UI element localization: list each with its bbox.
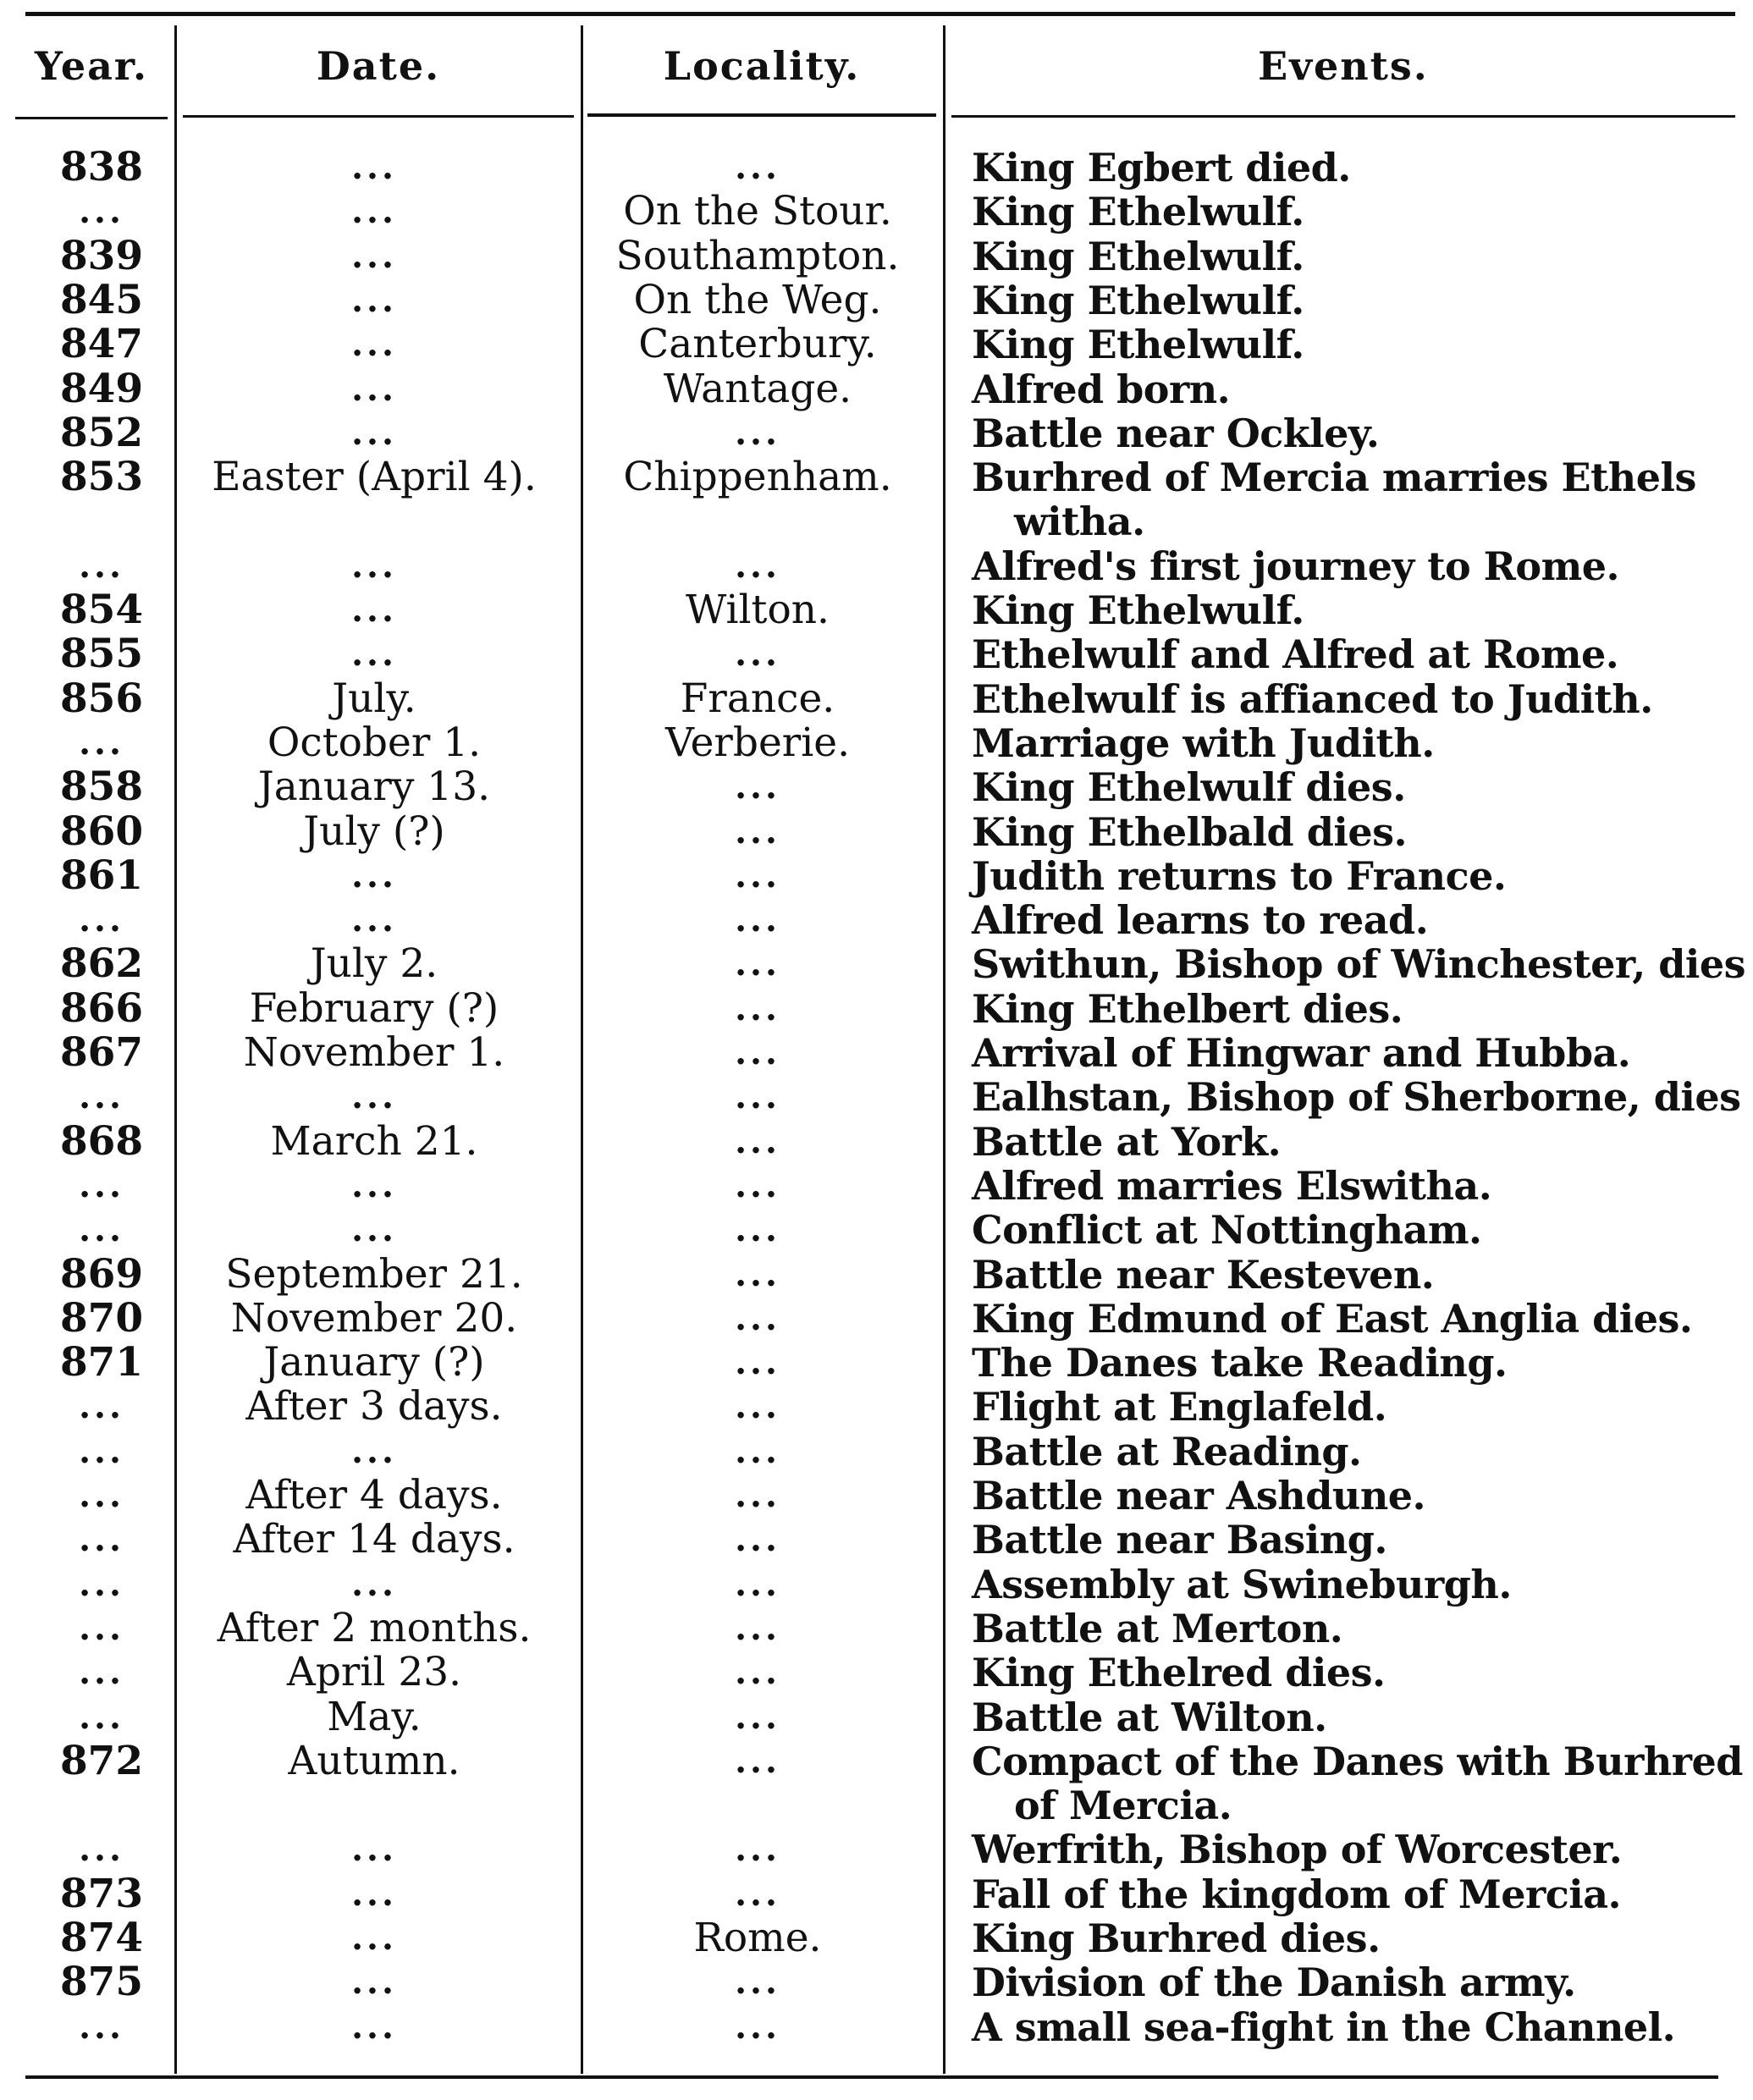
row-event: Ealhstan, Bishop of Sherborne, dies	[972, 1074, 1741, 1121]
top-rule	[25, 12, 1735, 16]
row-locality: ...	[735, 147, 780, 187]
header-year: Year.	[35, 43, 148, 89]
row-year: ...	[79, 1519, 124, 1560]
row-year: ...	[79, 1077, 124, 1117]
row-event: Battle near Ockley.	[972, 410, 1380, 456]
row-locality: ...	[735, 1829, 780, 1870]
row-locality: ...	[735, 1121, 780, 1161]
row-locality: ...	[735, 811, 780, 852]
row-year: 855	[59, 631, 144, 678]
row-year: 853	[59, 454, 144, 501]
row-year: ...	[79, 1563, 124, 1604]
row-year: ...	[79, 191, 124, 232]
row-date: ...	[351, 412, 397, 453]
row-locality: ...	[735, 634, 780, 675]
row-date: ...	[351, 191, 397, 232]
row-date: ...	[351, 324, 397, 365]
row-event: Alfred's first journey to Rome.	[972, 543, 1620, 589]
row-locality: ...	[735, 1077, 780, 1117]
row-event: Battle near Basing.	[972, 1517, 1387, 1563]
row-locality: Southampton.	[615, 232, 900, 279]
row-event: King Ethelwulf.	[972, 277, 1304, 323]
row-date: ...	[351, 1165, 397, 1205]
row-date: ...	[351, 900, 397, 940]
row-year: 873	[59, 1870, 144, 1917]
row-year: 867	[59, 1029, 144, 1076]
row-date: July 2.	[310, 940, 438, 988]
header-underline	[183, 115, 574, 118]
column-divider	[174, 25, 177, 2074]
row-event: King Ethelbald dies.	[972, 808, 1408, 855]
row-year: ...	[79, 722, 124, 763]
row-year: 872	[59, 1737, 144, 1784]
row-event: King Egbert died.	[972, 145, 1351, 190]
row-event: King Ethelwulf.	[972, 233, 1304, 279]
row-event: A small sea-fight in the Channel.	[972, 2004, 1676, 2050]
row-date: ...	[351, 1563, 397, 1604]
row-locality: ...	[735, 1298, 780, 1338]
row-event: King Burhred dies.	[972, 1915, 1381, 1961]
row-locality: Rome.	[693, 1915, 822, 1961]
row-locality: ...	[735, 1696, 780, 1737]
row-event: King Ethelwulf dies.	[972, 764, 1406, 811]
row-event: Flight at Englafeld.	[972, 1384, 1387, 1430]
row-locality: ...	[735, 900, 780, 940]
row-locality: ...	[735, 1475, 780, 1515]
row-year: ...	[79, 1386, 124, 1427]
row-year: ...	[79, 1430, 124, 1471]
row-date: ...	[351, 855, 397, 896]
row-locality: ...	[735, 1342, 780, 1383]
row-year: 869	[59, 1250, 144, 1298]
row-event: Ethelwulf is affianced to Judith.	[972, 675, 1653, 722]
row-year: 858	[59, 763, 144, 811]
row-year: ...	[79, 1607, 124, 1648]
row-year: 861	[59, 852, 144, 899]
row-event: Swithun, Bishop of Winchester, dies	[972, 941, 1746, 988]
row-locality: ...	[735, 1033, 780, 1072]
row-date: March 21.	[270, 1117, 478, 1165]
row-date: ...	[351, 1829, 397, 1870]
row-year: 856	[59, 675, 144, 722]
row-locality: On the Stour.	[623, 188, 892, 235]
row-year: ...	[79, 2006, 124, 2047]
row-event: of Mercia.	[1014, 1783, 1232, 1829]
row-event: Compact of the Danes with Burhred	[972, 1738, 1743, 1784]
row-year: 854	[59, 587, 144, 633]
row-date: After 14 days.	[233, 1516, 515, 1563]
header-events: Events.	[1258, 43, 1429, 89]
row-date: October 1.	[267, 719, 482, 766]
row-date: ...	[351, 545, 397, 586]
row-locality: ...	[735, 855, 780, 896]
header-underline	[587, 113, 936, 117]
row-date: After 4 days.	[245, 1472, 503, 1519]
row-locality: ...	[735, 1873, 780, 1914]
row-year: ...	[79, 1475, 124, 1515]
row-event: Assembly at Swineburgh.	[972, 1561, 1512, 1607]
row-locality: ...	[735, 1430, 780, 1471]
row-date: January (?)	[263, 1339, 485, 1386]
row-locality: ...	[735, 988, 780, 1028]
row-date: ...	[351, 1430, 397, 1471]
row-event: Battle near Ashdune.	[972, 1473, 1426, 1519]
row-date: ...	[351, 1962, 397, 2003]
row-event: Marriage with Judith.	[972, 719, 1435, 766]
header-underline	[15, 117, 168, 119]
row-event: Alfred marries Elswitha.	[972, 1162, 1492, 1209]
row-year: ...	[79, 1829, 124, 1870]
row-year: ...	[79, 1165, 124, 1205]
row-date: ...	[351, 368, 397, 409]
row-event: Conflict at Nottingham.	[972, 1207, 1482, 1254]
row-date: ...	[351, 1918, 397, 1958]
row-date: ...	[351, 1077, 397, 1117]
row-year: 862	[59, 940, 144, 988]
row-year: 870	[59, 1294, 144, 1342]
row-year: ...	[79, 1210, 124, 1250]
row-date: November 20.	[230, 1294, 518, 1342]
row-date: ...	[351, 1873, 397, 1914]
row-date: July.	[332, 675, 416, 722]
row-year: 874	[59, 1915, 144, 1961]
row-locality: France.	[680, 675, 835, 722]
row-date: ...	[351, 147, 397, 187]
row-locality: ...	[735, 545, 780, 586]
row-year: ...	[79, 1696, 124, 1737]
row-locality: ...	[735, 1254, 780, 1294]
row-date: November 1.	[243, 1029, 505, 1076]
column-divider	[581, 25, 583, 2074]
row-year: 860	[59, 807, 144, 855]
row-event: Battle at Wilton.	[972, 1694, 1327, 1740]
row-date: Easter (April 4).	[212, 454, 537, 501]
row-year: 845	[59, 276, 144, 323]
row-event: King Ethelwulf.	[972, 189, 1304, 235]
row-year: 847	[59, 321, 144, 368]
row-date: February (?)	[249, 984, 499, 1032]
row-date: ...	[351, 2006, 397, 2047]
row-year: 866	[59, 984, 144, 1032]
row-locality: Verberie.	[664, 719, 851, 766]
row-date: May.	[327, 1693, 422, 1740]
row-event: King Ethelbert dies.	[972, 985, 1403, 1032]
bottom-rule	[25, 2075, 1718, 2079]
row-date: ...	[351, 1210, 397, 1250]
row-locality: ...	[735, 1962, 780, 2003]
row-locality: ...	[735, 1386, 780, 1427]
row-locality: ...	[735, 412, 780, 453]
row-locality: Wantage.	[663, 365, 852, 412]
row-year: 849	[59, 365, 144, 412]
header-underline	[951, 115, 1735, 118]
row-event: Werfrith, Bishop of Worcester.	[972, 1827, 1623, 1873]
row-date: January 13.	[257, 763, 491, 811]
row-year: 852	[59, 409, 144, 456]
row-event: Burhred of Mercia marries Ethels	[972, 455, 1696, 501]
row-date: ...	[351, 634, 397, 675]
row-event: Battle near Kesteven.	[972, 1251, 1435, 1298]
row-locality: ...	[735, 1652, 780, 1693]
row-event: Ethelwulf and Alfred at Rome.	[972, 631, 1619, 678]
row-year: 871	[59, 1339, 144, 1386]
row-event: witha.	[1014, 499, 1145, 545]
row-event: King Edmund of East Anglia dies.	[972, 1295, 1693, 1342]
row-year: 839	[59, 232, 144, 279]
row-date: ...	[351, 279, 397, 320]
row-locality: ...	[735, 767, 780, 807]
row-event: King Ethelwulf.	[972, 322, 1304, 368]
row-date: After 2 months.	[217, 1604, 532, 1651]
row-date: ...	[351, 235, 397, 276]
row-locality: ...	[735, 1165, 780, 1205]
row-year: 868	[59, 1117, 144, 1165]
row-event: The Danes take Reading.	[972, 1340, 1508, 1386]
row-event: Alfred born.	[972, 366, 1231, 412]
header-locality: Locality.	[663, 43, 861, 89]
row-year: ...	[79, 1652, 124, 1693]
row-date: July (?)	[303, 807, 445, 855]
row-locality: Canterbury.	[638, 321, 877, 368]
row-year: 838	[59, 144, 144, 190]
row-event: Battle at Merton.	[972, 1605, 1343, 1651]
row-date: ...	[351, 590, 397, 630]
row-event: Division of the Danish army.	[972, 1959, 1576, 2006]
row-year: ...	[79, 900, 124, 940]
row-date: September 21.	[225, 1250, 523, 1298]
row-locality: ...	[735, 1607, 780, 1648]
row-year: 875	[59, 1959, 144, 2006]
row-locality: On the Weg.	[633, 276, 882, 323]
row-locality: ...	[735, 1563, 780, 1604]
row-locality: ...	[735, 1210, 780, 1250]
row-locality: ...	[735, 944, 780, 984]
row-date: After 3 days.	[245, 1383, 503, 1430]
row-date: Autumn.	[288, 1737, 460, 1784]
row-event: Battle at Reading.	[972, 1428, 1362, 1474]
row-event: Alfred learns to read.	[972, 897, 1429, 944]
column-divider	[943, 25, 945, 2074]
row-event: Arrival of Hingwar and Hubba.	[972, 1030, 1631, 1076]
row-event: Battle at York.	[972, 1118, 1282, 1165]
row-year: ...	[79, 545, 124, 586]
row-locality: ...	[735, 2006, 780, 2047]
row-locality: ...	[735, 1740, 780, 1781]
row-event: Fall of the kingdom of Mercia.	[972, 1871, 1622, 1917]
row-locality: Wilton.	[686, 587, 830, 633]
row-event: King Ethelwulf.	[972, 587, 1304, 633]
row-locality: Chippenham.	[623, 454, 892, 501]
header-date: Date.	[316, 43, 441, 89]
row-date: April 23.	[286, 1649, 462, 1696]
row-event: King Ethelred dies.	[972, 1650, 1386, 1696]
row-event: Judith returns to France.	[972, 852, 1507, 899]
row-locality: ...	[735, 1519, 780, 1560]
